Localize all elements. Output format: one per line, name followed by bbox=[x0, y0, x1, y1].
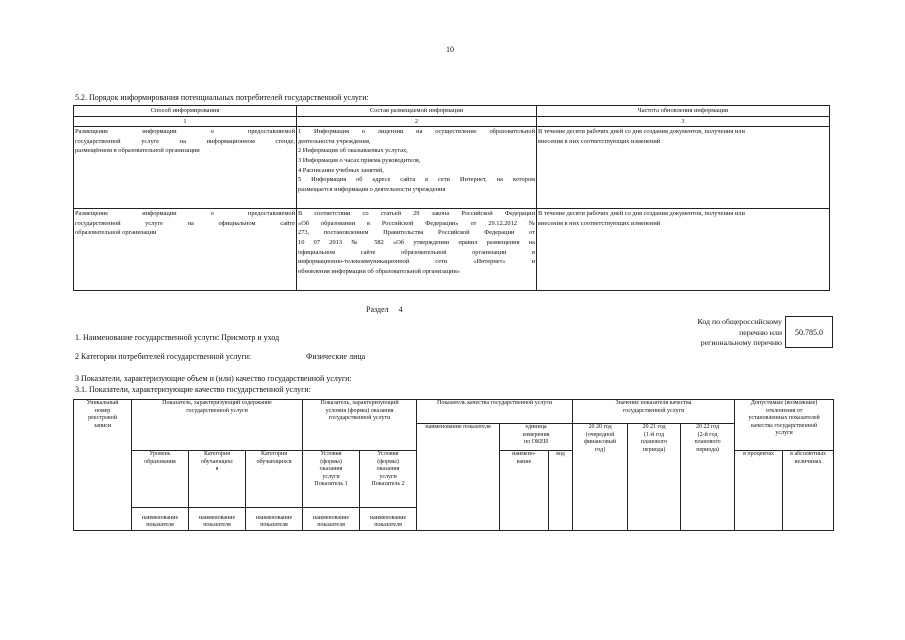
content-cell: В соответствии со статьей 29 закона Российской Федерации «Об образовании в Российской Федерации» от 29.12.2012 № 273, постановлением Правительства Российской Федерации от 10 07 2013 № 582 «Об утверждении правил размещения на официальном сайте образовательной организации в информационно-телекоммуникационной сети «Интернет» и обновления информации об образовательной организации» bbox=[297, 209, 537, 291]
condition-indicator-2-header: Условия (формы) оказания услуги Показатель 2 bbox=[360, 451, 417, 508]
education-level-header: Уровень образования bbox=[132, 451, 189, 508]
indicator-name-label: наименование показателя bbox=[132, 508, 189, 531]
col-number-1: 1 bbox=[74, 116, 297, 127]
indicator-name-label: наименование показателя bbox=[246, 508, 303, 531]
absolute-header: в абсолютных величинах bbox=[783, 451, 834, 531]
method-cell: Размещение информации о предоставляемой государственной услуге на официальном сайте образовательной организации bbox=[74, 209, 297, 291]
frequency-cell: В течение десяти рабочих дней со дня создания документов, получения или внесения в них соответствующих изменений bbox=[537, 209, 830, 291]
method-cell: Размещение информации о предоставляемой государственной услуге на информационном стенде, размещённом в образовательной организации bbox=[74, 127, 297, 209]
code-label: Код по общероссийскому перечню или региональному перечню bbox=[697, 317, 782, 347]
unit-header: единица измерения по ОКЕИ bbox=[500, 424, 573, 451]
quality-indicators-heading: 3.1. Показатели, характеризующие качество государственной услуги: bbox=[75, 385, 311, 394]
unit-name-header: наимено- вание bbox=[500, 451, 549, 531]
table-row bbox=[74, 209, 830, 291]
unique-number-header: Уникальный номер реестровой записи bbox=[74, 400, 132, 531]
informing-table bbox=[73, 105, 830, 291]
frequency-cell: В течение десяти рабочих дней со дня создания документов, получения или внесения в них соответствующих изменений bbox=[537, 127, 830, 209]
section-5-2-title: 5.2. Порядок информирования потенциальных потребителей государственной услуги: bbox=[75, 93, 369, 102]
indicators-heading: 3 Показатели, характеризующие объем и (или) качество государственной услуги: bbox=[75, 374, 352, 383]
indicator-name-label: наименование показателя bbox=[189, 508, 246, 531]
indicator-name-label: наименование показателя bbox=[303, 508, 360, 531]
condition-indicator-1-header: Условия (формы) оказания услуги Показатель 1 bbox=[303, 451, 360, 508]
quality-indicators-table bbox=[73, 399, 834, 531]
year-2020-header: 20 20 год (очередной финансовый год) bbox=[573, 424, 628, 531]
unit-code-header: код bbox=[549, 451, 573, 531]
percent-header: в процентах bbox=[735, 451, 783, 531]
year-2022-header: 20 22 год (2-й год планового периода) bbox=[681, 424, 735, 531]
quality-indicator-header: Показатель качества государственной услуги bbox=[417, 400, 573, 424]
indicator-name-label: наименование показателя bbox=[360, 508, 417, 531]
col-number-3: 3 bbox=[537, 116, 830, 127]
quality-name-header: наименование показателя bbox=[417, 424, 500, 531]
content-cell: 1 Информация о лицензии на осуществление образовательной деятельности учреждения, 2 Информация об оказываемых услугах, 3 Информация о часах приема руководителя, 4 Расписание учебных занятий, 5 Информация об адресе сайта в сети Интернет, на котором размещается информация о деятельности учреждения bbox=[297, 127, 537, 209]
quality-value-header: Значение показателя качества государственной услуги bbox=[573, 400, 735, 424]
col-header-content: Состав размещаемой информации bbox=[297, 106, 537, 117]
student-category-header: Категория обучающихся bbox=[246, 451, 303, 508]
consumer-category-label: 2 Категории потребителей государственной услуги: bbox=[75, 352, 252, 361]
col-header-method: Способ информирования bbox=[74, 106, 297, 117]
col-number-2: 2 bbox=[297, 116, 537, 127]
consumer-category-value: Физические лица bbox=[306, 352, 366, 361]
service-name: 1. Наименование государственной услуги: Присмотр и уход bbox=[75, 333, 280, 342]
deviation-header: Допустимые (возможные) отклонения от установленных показателей качества государственной услуги bbox=[735, 400, 834, 451]
table-row bbox=[74, 127, 830, 209]
student-category-header: Категория обучающихс я bbox=[189, 451, 246, 508]
conditions-indicator-header: Показатель, характеризующий условия (формы) оказания государственной услуги bbox=[303, 400, 417, 451]
page-number: 10 bbox=[446, 45, 454, 54]
year-2021-header: 20 21 год (1-й год планового периода) bbox=[628, 424, 681, 531]
col-header-frequency: Частота обновления информации bbox=[537, 106, 830, 117]
section-heading: Раздел 4 bbox=[366, 305, 403, 314]
registry-code-box: 50.785.0 bbox=[785, 316, 833, 348]
content-indicator-header: Показатель, характеризующий содержание государственной услуги bbox=[132, 400, 303, 451]
